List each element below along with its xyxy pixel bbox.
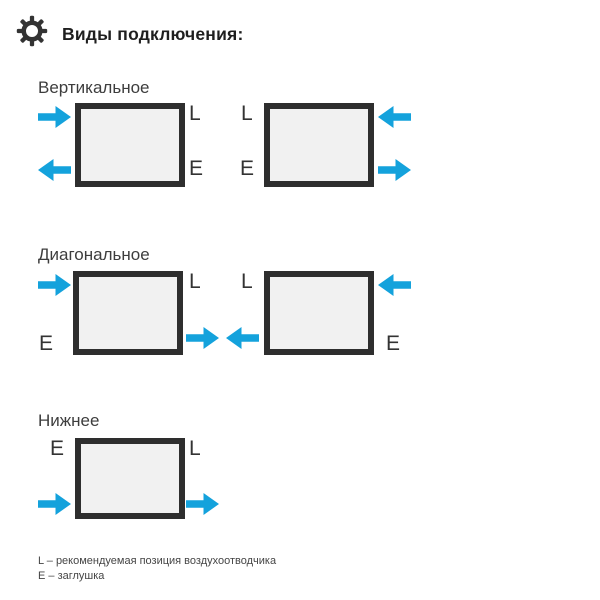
page-title: Виды подключения: bbox=[62, 24, 244, 44]
flow-in-arrow bbox=[378, 106, 411, 128]
plug-label: E bbox=[240, 157, 255, 180]
flow-out-arrow bbox=[186, 493, 219, 515]
flow-out-arrow bbox=[186, 327, 219, 349]
radiator-box bbox=[75, 103, 185, 187]
plug-label: E bbox=[386, 332, 401, 355]
plug-label: E bbox=[39, 332, 54, 355]
section-label-vertical: Вертикальное bbox=[38, 78, 150, 97]
vent-label: L bbox=[189, 437, 201, 460]
vent-label: L bbox=[241, 270, 253, 293]
flow-in-arrow bbox=[38, 274, 71, 296]
section-label-bottom: Нижнее bbox=[38, 411, 100, 430]
legend-plug: E – заглушка bbox=[38, 570, 105, 582]
gear-icon bbox=[16, 15, 48, 47]
plug-label: E bbox=[50, 437, 65, 460]
flow-in-arrow bbox=[38, 106, 71, 128]
radiator-box bbox=[75, 438, 185, 519]
flow-in-arrow bbox=[378, 274, 411, 296]
plug-label: E bbox=[189, 157, 204, 180]
radiator-box bbox=[264, 271, 374, 355]
vent-label: L bbox=[189, 270, 201, 293]
flow-out-arrow bbox=[226, 327, 259, 349]
vent-label: L bbox=[241, 102, 253, 125]
flow-out-arrow bbox=[38, 159, 71, 181]
radiator-box bbox=[264, 103, 374, 187]
section-label-diagonal: Диагональное bbox=[38, 245, 150, 264]
flow-in-arrow bbox=[38, 493, 71, 515]
legend-vent: L – рекомендуемая позиция воздухоотводчика bbox=[38, 555, 277, 567]
radiator-box bbox=[73, 271, 183, 355]
flow-out-arrow bbox=[378, 159, 411, 181]
vent-label: L bbox=[189, 102, 201, 125]
